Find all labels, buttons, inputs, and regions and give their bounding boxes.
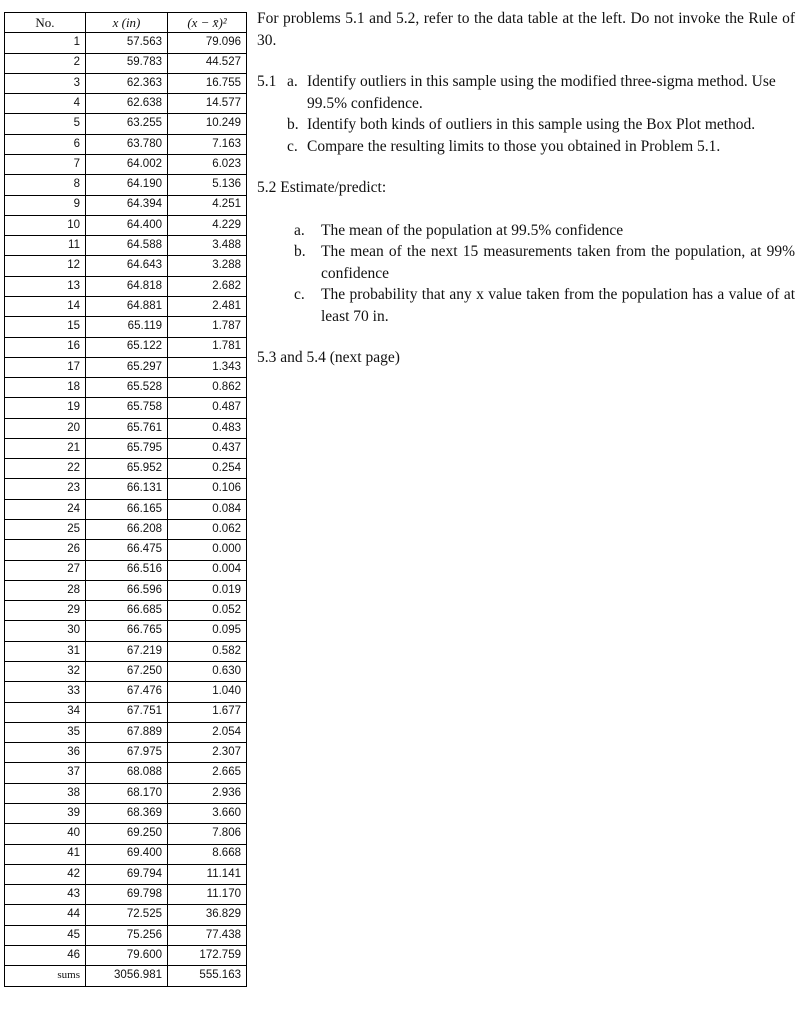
row-number: 6 (5, 134, 86, 154)
next-page-note: 5.3 and 5.4 (next page) (257, 349, 400, 366)
row-number: 23 (5, 479, 86, 499)
row-number: 25 (5, 520, 86, 540)
row-number: 18 (5, 378, 86, 398)
row-deviation: 0.862 (168, 378, 247, 398)
row-deviation: 4.251 (168, 195, 247, 215)
table-row (5, 864, 247, 884)
table-row (5, 459, 247, 479)
table-row (5, 803, 247, 823)
item-text: The mean of the next 15 measurements taken from the population, at 99% confidence (321, 243, 795, 282)
row-number: 43 (5, 885, 86, 905)
table-row (5, 94, 247, 114)
intro-paragraph: For problems 5.1 and 5.2, refer to the data table at the left. Do not invoke the Rule of 30. (257, 10, 795, 49)
row-x-value: 67.975 (86, 743, 168, 763)
row-x-value: 64.643 (86, 256, 168, 276)
table-row (5, 702, 247, 722)
row-x-value: 64.394 (86, 195, 168, 215)
row-deviation: 1.677 (168, 702, 247, 722)
row-number: 21 (5, 438, 86, 458)
row-number: 45 (5, 925, 86, 945)
row-deviation: 7.806 (168, 824, 247, 844)
row-number: 44 (5, 905, 86, 925)
table-row (5, 378, 247, 398)
row-number: 46 (5, 945, 86, 965)
row-deviation: 11.170 (168, 885, 247, 905)
row-deviation: 36.829 (168, 905, 247, 925)
item-label: c. (294, 286, 305, 303)
row-deviation: 1.787 (168, 317, 247, 337)
row-x-value: 62.363 (86, 73, 168, 93)
row-x-value: 67.889 (86, 722, 168, 742)
row-number: 36 (5, 743, 86, 763)
problem-5-1-item-c (257, 136, 795, 158)
row-x-value: 64.400 (86, 215, 168, 235)
table-row (5, 722, 247, 742)
sums-row (5, 966, 247, 986)
table-row (5, 154, 247, 174)
row-number: 9 (5, 195, 86, 215)
table-row (5, 337, 247, 357)
row-deviation: 44.527 (168, 53, 247, 73)
row-deviation: 0.106 (168, 479, 247, 499)
problem-5-2-item-c (257, 284, 795, 327)
table-row (5, 621, 247, 641)
table-row (5, 398, 247, 418)
row-number: 42 (5, 864, 86, 884)
row-number: 24 (5, 499, 86, 519)
table-row (5, 134, 247, 154)
row-number: 3 (5, 73, 86, 93)
table-row (5, 824, 247, 844)
problem-5-2-heading: 5.2 Estimate/predict: (257, 179, 387, 196)
table-row (5, 945, 247, 965)
row-deviation: 0.019 (168, 580, 247, 600)
row-number: 39 (5, 803, 86, 823)
row-x-value: 66.765 (86, 621, 168, 641)
row-number: 17 (5, 357, 86, 377)
row-number: 31 (5, 641, 86, 661)
row-deviation: 3.660 (168, 803, 247, 823)
row-deviation: 2.307 (168, 743, 247, 763)
row-deviation: 0.052 (168, 601, 247, 621)
sums-label: sums (5, 966, 86, 986)
row-x-value: 65.297 (86, 357, 168, 377)
row-x-value: 59.783 (86, 53, 168, 73)
table-row (5, 743, 247, 763)
row-x-value: 79.600 (86, 945, 168, 965)
row-deviation: 1.040 (168, 682, 247, 702)
row-number: 2 (5, 53, 86, 73)
row-x-value: 69.400 (86, 844, 168, 864)
data-table (4, 12, 247, 987)
row-deviation: 0.630 (168, 662, 247, 682)
row-x-value: 64.818 (86, 276, 168, 296)
table-row (5, 885, 247, 905)
row-x-value: 67.476 (86, 682, 168, 702)
row-deviation: 172.759 (168, 945, 247, 965)
table-row (5, 53, 247, 73)
header-x: x (in) (86, 13, 168, 33)
row-x-value: 67.250 (86, 662, 168, 682)
row-x-value: 72.525 (86, 905, 168, 925)
table-row (5, 479, 247, 499)
row-deviation: 4.229 (168, 215, 247, 235)
row-number: 29 (5, 601, 86, 621)
table-row (5, 215, 247, 235)
row-deviation: 16.755 (168, 73, 247, 93)
row-deviation: 0.437 (168, 438, 247, 458)
table-row (5, 601, 247, 621)
table-header-row (5, 13, 247, 33)
row-deviation: 0.004 (168, 560, 247, 580)
row-deviation: 0.000 (168, 540, 247, 560)
table-row (5, 925, 247, 945)
table-row (5, 73, 247, 93)
row-number: 13 (5, 276, 86, 296)
item-label: b. (287, 116, 299, 133)
table-row (5, 114, 247, 134)
row-number: 19 (5, 398, 86, 418)
problem-5-1-item-a (257, 71, 795, 114)
row-number: 7 (5, 154, 86, 174)
row-number: 32 (5, 662, 86, 682)
row-number: 16 (5, 337, 86, 357)
row-number: 5 (5, 114, 86, 134)
row-x-value: 65.952 (86, 459, 168, 479)
row-deviation: 6.023 (168, 154, 247, 174)
sum-deviation: 555.163 (168, 966, 247, 986)
row-deviation: 77.438 (168, 925, 247, 945)
problem-5-2-item-b (257, 241, 795, 284)
row-number: 34 (5, 702, 86, 722)
row-deviation: 14.577 (168, 94, 247, 114)
row-x-value: 66.208 (86, 520, 168, 540)
row-number: 28 (5, 580, 86, 600)
row-deviation: 0.095 (168, 621, 247, 641)
problem-5-1-number: 5.1 (257, 73, 277, 90)
item-text: Compare the resulting limits to those you obtained in Problem 5.1. (307, 137, 721, 155)
item-label: a. (287, 73, 298, 90)
row-deviation: 5.136 (168, 175, 247, 195)
problem-5-2-item-a (257, 220, 795, 242)
row-deviation: 0.062 (168, 520, 247, 540)
row-deviation: 0.582 (168, 641, 247, 661)
row-x-value: 65.795 (86, 438, 168, 458)
row-deviation: 0.483 (168, 418, 247, 438)
problem-5-1 (257, 71, 795, 157)
table-row (5, 357, 247, 377)
row-deviation: 79.096 (168, 33, 247, 53)
row-x-value: 66.165 (86, 499, 168, 519)
row-x-value: 67.219 (86, 641, 168, 661)
item-label: c. (287, 137, 298, 155)
table-row (5, 560, 247, 580)
row-deviation: 1.343 (168, 357, 247, 377)
row-deviation: 2.054 (168, 722, 247, 742)
table-row (5, 276, 247, 296)
row-x-value: 65.122 (86, 337, 168, 357)
row-x-value: 57.563 (86, 33, 168, 53)
row-deviation: 2.665 (168, 763, 247, 783)
row-number: 8 (5, 175, 86, 195)
row-deviation: 7.163 (168, 134, 247, 154)
row-x-value: 65.758 (86, 398, 168, 418)
row-x-value: 64.190 (86, 175, 168, 195)
row-x-value: 62.638 (86, 94, 168, 114)
row-deviation: 2.682 (168, 276, 247, 296)
table-row (5, 418, 247, 438)
row-x-value: 63.780 (86, 134, 168, 154)
row-number: 15 (5, 317, 86, 337)
row-number: 30 (5, 621, 86, 641)
row-deviation: 3.288 (168, 256, 247, 276)
row-x-value: 65.119 (86, 317, 168, 337)
row-number: 41 (5, 844, 86, 864)
row-x-value: 69.794 (86, 864, 168, 884)
table-row (5, 682, 247, 702)
row-x-value: 66.596 (86, 580, 168, 600)
table-row (5, 763, 247, 783)
row-number: 33 (5, 682, 86, 702)
row-deviation: 11.141 (168, 864, 247, 884)
table-row (5, 296, 247, 316)
table-row (5, 580, 247, 600)
row-number: 27 (5, 560, 86, 580)
item-label: b. (294, 243, 306, 260)
row-x-value: 66.475 (86, 540, 168, 560)
row-x-value: 66.685 (86, 601, 168, 621)
table-row (5, 499, 247, 519)
table-row (5, 905, 247, 925)
item-text: Identify both kinds of outliers in this sample using the Box Plot method. (307, 116, 756, 133)
row-x-value: 67.751 (86, 702, 168, 722)
row-x-value: 65.528 (86, 378, 168, 398)
row-deviation: 2.481 (168, 296, 247, 316)
table-row (5, 256, 247, 276)
row-deviation: 0.084 (168, 499, 247, 519)
table-row (5, 236, 247, 256)
item-text: Identify outliers in this sample using the modified three-sigma method. Use 99.5% confidence. (307, 73, 776, 112)
row-number: 38 (5, 783, 86, 803)
table-row (5, 520, 247, 540)
row-number: 37 (5, 763, 86, 783)
row-x-value: 63.255 (86, 114, 168, 134)
row-deviation: 3.488 (168, 236, 247, 256)
row-x-value: 66.131 (86, 479, 168, 499)
row-number: 11 (5, 236, 86, 256)
table-row (5, 438, 247, 458)
table-row (5, 317, 247, 337)
table-row (5, 641, 247, 661)
table-row (5, 540, 247, 560)
sum-x: 3056.981 (86, 966, 168, 986)
row-x-value: 66.516 (86, 560, 168, 580)
item-text: The probability that any x value taken from the population has a value of at least 70 in. (321, 286, 795, 325)
item-label: a. (294, 221, 305, 239)
table-row (5, 33, 247, 53)
header-no: No. (5, 13, 86, 33)
row-number: 12 (5, 256, 86, 276)
row-number: 4 (5, 94, 86, 114)
row-number: 20 (5, 418, 86, 438)
row-deviation: 0.487 (168, 398, 247, 418)
row-x-value: 64.588 (86, 236, 168, 256)
table-row (5, 844, 247, 864)
row-number: 26 (5, 540, 86, 560)
row-x-value: 75.256 (86, 925, 168, 945)
problem-5-1-item-b (257, 114, 795, 136)
row-deviation: 0.254 (168, 459, 247, 479)
row-x-value: 68.088 (86, 763, 168, 783)
row-number: 14 (5, 296, 86, 316)
header-deviation: (x − x̄)² (168, 13, 247, 33)
row-number: 35 (5, 722, 86, 742)
table-row (5, 175, 247, 195)
row-deviation: 10.249 (168, 114, 247, 134)
table-row (5, 783, 247, 803)
row-x-value: 69.250 (86, 824, 168, 844)
row-x-value: 64.881 (86, 296, 168, 316)
row-deviation: 2.936 (168, 783, 247, 803)
table-row (5, 662, 247, 682)
item-text: The mean of the population at 99.5% confidence (321, 221, 624, 239)
problems-text (257, 8, 795, 369)
row-x-value: 68.369 (86, 803, 168, 823)
row-x-value: 65.761 (86, 418, 168, 438)
row-deviation: 8.668 (168, 844, 247, 864)
row-x-value: 68.170 (86, 783, 168, 803)
row-x-value: 64.002 (86, 154, 168, 174)
row-deviation: 1.781 (168, 337, 247, 357)
row-number: 10 (5, 215, 86, 235)
row-number: 40 (5, 824, 86, 844)
problem-5-2-list (257, 220, 795, 328)
row-x-value: 69.798 (86, 885, 168, 905)
row-number: 22 (5, 459, 86, 479)
table-row (5, 195, 247, 215)
row-number: 1 (5, 33, 86, 53)
